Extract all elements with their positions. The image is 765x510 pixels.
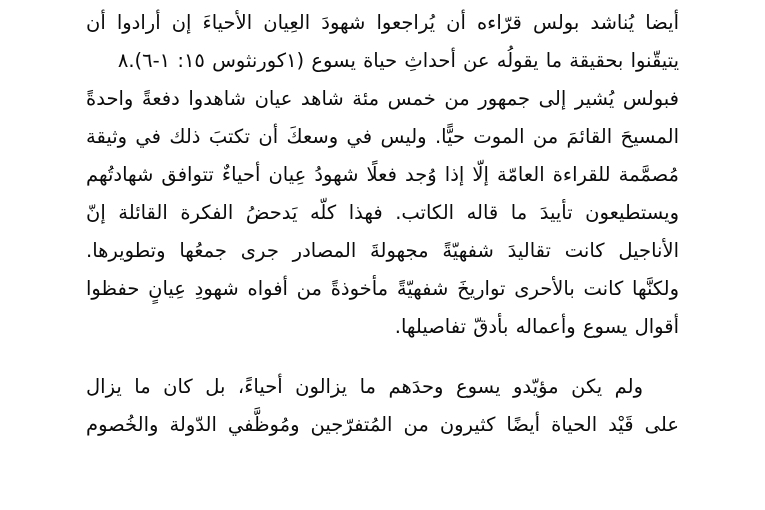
text-line: ولم يكن مؤيّدو يسوع وحدَهم ما يزالون أحياءً، بل كان ما يزال <box>86 375 643 398</box>
text-line: أيضا يُناشد بولس قرّاءه أن يُراجعوا شهودَ العِيان الأحياءَ إن أرادوا أن <box>86 11 679 34</box>
document-text-body <box>86 4 679 444</box>
text-line: مُصمَّمة للقراءة العامّة إلّا إذا وُجد فعلًا شهودُ عِيان أحياءٌ تتوافق شهادتُهم <box>86 163 679 186</box>
text-line: الأناجيل كانت تقاليدَ شفهيّةً مجهولةَ المصادر جرى جمعُها وتطويرها. <box>86 239 679 262</box>
text-line: ويستطيعون تأييدَ ما قاله الكاتب. فهذا كلّه يَدحضُ الفكرة القائلة إنّ <box>86 201 679 224</box>
text-line: المسيحَ القائمَ من الموت حيًّا. وليس في وسعكَ أن تكتبَ ذلك في وثيقة <box>86 125 679 148</box>
text-line: فبولس يُشير إلى جمهور من خمس مئة شاهد عيان شاهدوا دفعةً واحدةً <box>86 87 679 110</box>
text-line: يتيقّنوا بحقيقة ما يقولُه عن أحداثِ حياة يسوع (١كورنثوس ١٥: ١-٦).٨ <box>117 49 679 72</box>
paragraph-1 <box>86 4 679 80</box>
text-line: ولكنَّها كانت بالأحرى تواريخَ شفهيّةً مأخوذةً من أفواه شهودِ عِيانٍ حفظوا <box>86 277 679 300</box>
text-line: أقوال يسوع وأعماله بأدقّ تفاصيلها. <box>394 315 679 338</box>
paragraph-spacer <box>86 346 679 368</box>
paragraph-2 <box>86 80 679 346</box>
text-line: على قَيْد الحياة أيضًا كثيرون من المُتفرّجين ومُوظَّفي الدّولة والخُصوم <box>86 413 679 436</box>
paragraph-3 <box>86 368 679 444</box>
